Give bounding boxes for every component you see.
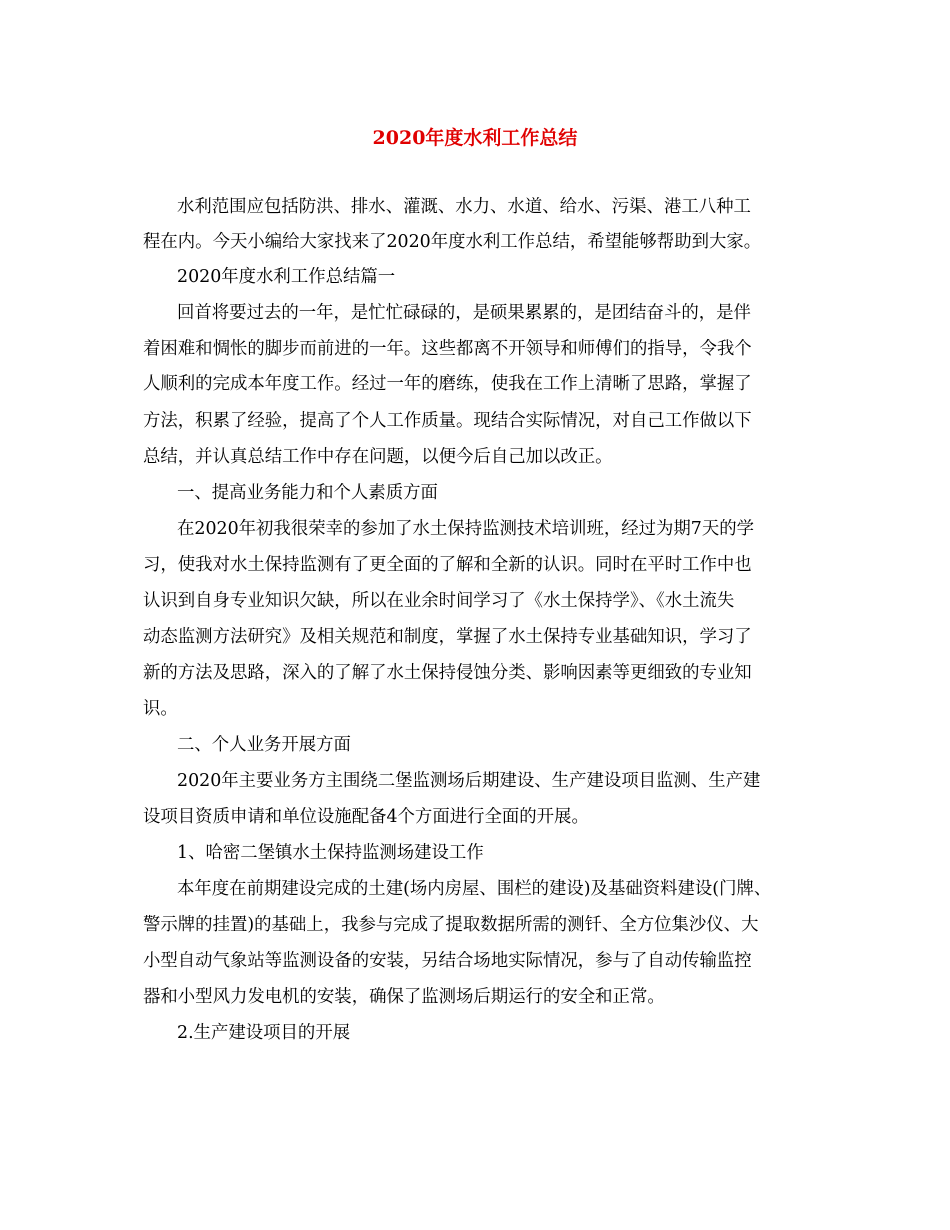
paragraph-line: 器和小型风力发电机的安装，确保了监测场后期运行的安全和正常。	[143, 987, 665, 1007]
paragraph-line: 程在内。今天小编给大家找来了2020年度水利工作总结，希望能够帮助到大家。	[143, 232, 762, 252]
paragraph-line: 水利范围应包括防洪、排水、灌溉、水力、水道、给水、污渠、港工八种工	[177, 197, 751, 217]
paragraph-line: 本年度在前期建设完成的土建(场内房屋、围栏的建设)及基础资料建设(门牌、	[177, 879, 772, 899]
paragraph-line: 小型自动气象站等监测设备的安装，另结合场地实际情况，参与了自动传输监控	[143, 951, 752, 971]
paragraph-line: 新的方法及思路，深入的了解了水土保持侵蚀分类、影响因素等更细致的专业知	[143, 663, 752, 683]
paragraph-line: 人顺利的完成本年度工作。经过一年的磨练，使我在工作上清晰了思路，掌握了	[143, 374, 752, 394]
paragraph-line: 总结，并认真总结工作中存在问题，以便今后自己加以改正。	[143, 447, 613, 467]
paragraph-line: 在2020年初我很荣幸的参加了水土保持监测技术培训班，经过为期7天的学	[177, 519, 755, 539]
document-title: 2020年度水利工作总结	[372, 127, 578, 149]
paragraph-line: 认识到自身专业知识欠缺，所以在业余时间学习了《水土保持学》、《水土流失	[143, 591, 735, 611]
section-heading: 二、个人业务开展方面	[177, 735, 351, 755]
paragraph-line: 着困难和惆怅的脚步而前进的一年。这些都离不开领导和师傅们的指导，令我个	[143, 339, 752, 359]
paragraph-line: 2020年主要业务方主围绕二堡监测场后期建设、生产建设项目监测、生产建	[177, 771, 761, 791]
paragraph-line: 动态监测方法研究》及相关规范和制度，掌握了水土保持专业基础知识，学习了	[143, 627, 752, 647]
paragraph-line: 方法，积累了经验，提高了个人工作质量。现结合实际情况，对自己工作做以下	[143, 411, 752, 431]
paragraph-line: 回首将要过去的一年，是忙忙碌碌的，是硕果累累的，是团结奋斗的，是伴	[177, 303, 751, 323]
section-heading: 1、哈密二堡镇水土保持监测场建设工作	[177, 843, 484, 863]
paragraph-line: 识。	[143, 699, 178, 719]
section-heading: 2.生产建设项目的开展	[177, 1023, 351, 1043]
paragraph-line: 习，使我对水土保持监测有了更全面的了解和全新的认识。同时在平时工作中也	[143, 555, 752, 575]
section-heading: 一、提高业务能力和个人素质方面	[177, 483, 438, 503]
paragraph-line: 设项目资质申请和单位设施配备4个方面进行全面的开展。	[143, 807, 589, 827]
paragraph-line: 警示牌的挂置)的基础上，我参与完成了提取数据所需的测钎、全方位集沙仪、大	[143, 915, 759, 935]
section-heading: 2020年度水利工作总结篇一	[177, 267, 396, 287]
